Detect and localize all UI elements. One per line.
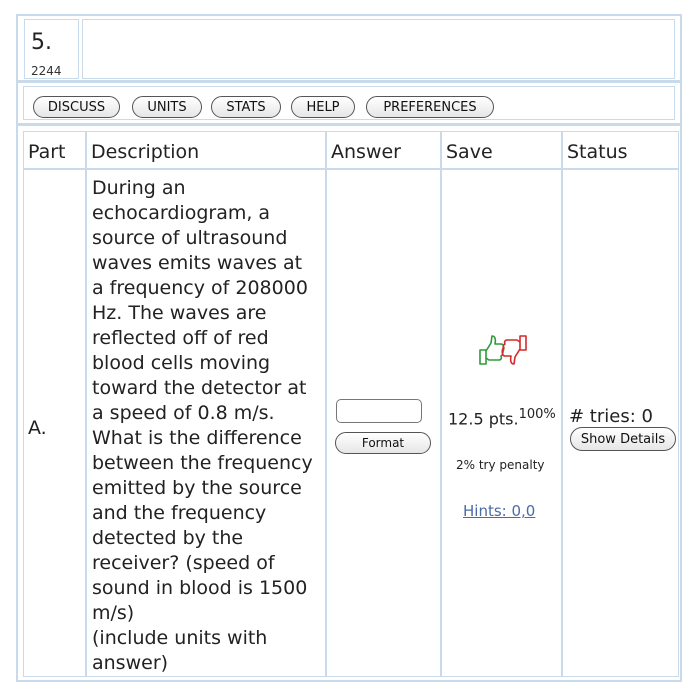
thumbs-down-icon[interactable] [502, 336, 526, 364]
points-value: 12.5 pts.$^{100\%}$ [448, 407, 556, 429]
points-percent: 100% [518, 407, 556, 422]
question-number-cell [24, 19, 79, 79]
preferences-button[interactable]: PREFERENCES [366, 96, 494, 118]
header-status: Status [562, 131, 679, 169]
header-part: Part [23, 131, 86, 169]
question-title-cell [82, 19, 675, 79]
header-save: Save [441, 131, 562, 169]
thumbs-up-icon[interactable] [480, 336, 504, 364]
help-button[interactable]: HELP [291, 96, 355, 118]
toolbar-inner [23, 86, 675, 120]
try-penalty: 2% try penalty [456, 458, 545, 472]
description-cell [86, 169, 326, 677]
tries-count: # tries: 0 [569, 406, 653, 427]
rating-thumbs [476, 333, 530, 367]
answer-input[interactable] [336, 399, 422, 423]
discuss-button[interactable]: DISCUSS [33, 96, 120, 118]
part-cell [23, 169, 86, 677]
show-details-button[interactable]: Show Details [570, 427, 676, 451]
format-button[interactable]: Format [335, 432, 431, 454]
units-button[interactable]: UNITS [132, 96, 202, 118]
question-header [16, 14, 682, 82]
header-answer: Answer [326, 131, 441, 169]
status-cell [562, 169, 679, 677]
question-table [16, 124, 682, 682]
answer-cell [326, 169, 441, 677]
hints-link[interactable]: Hints: 0,0 [463, 502, 536, 520]
save-cell [441, 169, 562, 677]
toolbar [16, 81, 682, 125]
part-label: A. [28, 417, 47, 439]
question-description: During an echocardiogram, a source of ultrasound waves emits waves at a frequency of 208000 Hz. The waves are reflected off of red blood cells moving toward the detector at a speed of 0.8 m/s. What is the difference between the frequency emitted by the source and the frequency detected by the receiver? (speed of sound in blood is 1500 m/s) (include units with answer) [92, 177, 313, 674]
header-description: Description [86, 131, 326, 169]
question-number: 5. [31, 30, 52, 55]
question-id: 2244 [31, 64, 62, 78]
stats-button[interactable]: STATS [211, 96, 281, 118]
